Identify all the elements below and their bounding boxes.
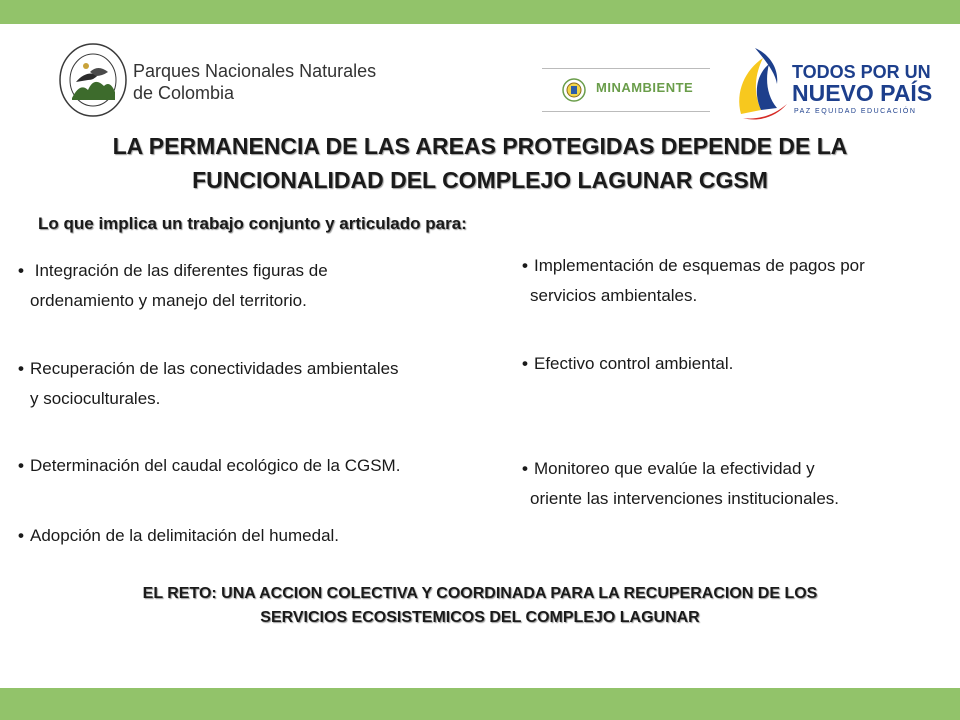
bullet-icon: •: [522, 459, 528, 478]
list-item: [18, 451, 488, 481]
list-item-text: Recuperación de las conectividades ambientales: [30, 359, 399, 378]
list-item-text: Monitoreo que evalúe la efectividad y: [534, 459, 815, 478]
slide-title: [40, 129, 920, 197]
bullet-icon: •: [522, 354, 528, 373]
bullet-icon: •: [18, 261, 24, 280]
gobierno-slogan-line1: TODOS POR UN: [792, 62, 931, 82]
colombia-seal-icon: [562, 78, 586, 102]
top-accent-bar: [0, 0, 960, 24]
bullet-icon: •: [522, 256, 528, 275]
bottom-accent-bar: [0, 688, 960, 720]
list-item: [18, 354, 488, 414]
list-item-text: y socioculturales.: [30, 389, 161, 408]
parques-nacionales-logo-icon: [58, 42, 128, 118]
gobierno-slogan-line2: NUEVO PAÍS: [792, 80, 933, 106]
list-item: [522, 251, 942, 311]
bullet-icon: •: [18, 456, 24, 475]
parques-nacionales-name: [133, 60, 376, 104]
slide-title-line1: LA PERMANENCIA DE LAS AREAS PROTEGIDAS DEPENDE DE LA: [112, 133, 848, 159]
gobierno-tagline: PAZ EQUIDAD EDUCACIÓN: [794, 108, 917, 115]
bullet-icon: •: [18, 526, 24, 545]
list-item-text: Implementación de esquemas de pagos por: [534, 256, 865, 275]
list-item: [522, 454, 942, 514]
slide-subtitle: Lo que implica un trabajo conjunto y articulado para:: [38, 214, 467, 233]
todos-por-un-nuevo-pais-logo-icon: [735, 44, 789, 122]
challenge-line2: SERVICIOS ECOSISTEMICOS DEL COMPLEJO LAGUNAR: [260, 609, 700, 626]
slide-title-line2: FUNCIONALIDAD DEL COMPLEJO LAGUNAR CGSM: [192, 167, 768, 193]
minambiente-label: MINAMBIENTE: [596, 80, 694, 95]
parques-nacionales-line2: de Colombia: [133, 83, 235, 103]
minambiente-logo: [542, 68, 710, 112]
list-item: [522, 349, 942, 379]
bullet-icon: •: [18, 359, 24, 378]
list-item: [18, 256, 488, 316]
list-item-text: Efectivo control ambiental.: [534, 354, 734, 373]
list-item-text: Adopción de la delimitación del humedal.: [30, 526, 340, 545]
challenge-statement: [40, 582, 920, 630]
parques-nacionales-line1: Parques Nacionales Naturales: [133, 61, 377, 81]
list-item-text: Determinación del caudal ecológico de la CGSM.: [30, 456, 401, 475]
challenge-line1: EL RETO: UNA ACCION COLECTIVA Y COORDINADA PARA LA RECUPERACION DE LOS: [142, 585, 818, 602]
list-item: [18, 521, 488, 551]
list-item-text: servicios ambientales.: [530, 286, 698, 305]
list-item-text: Integración de las diferentes figuras de: [30, 261, 328, 280]
list-item-text: ordenamiento y manejo del territorio.: [30, 291, 307, 310]
list-item-text: oriente las intervenciones institucionales.: [530, 489, 840, 508]
